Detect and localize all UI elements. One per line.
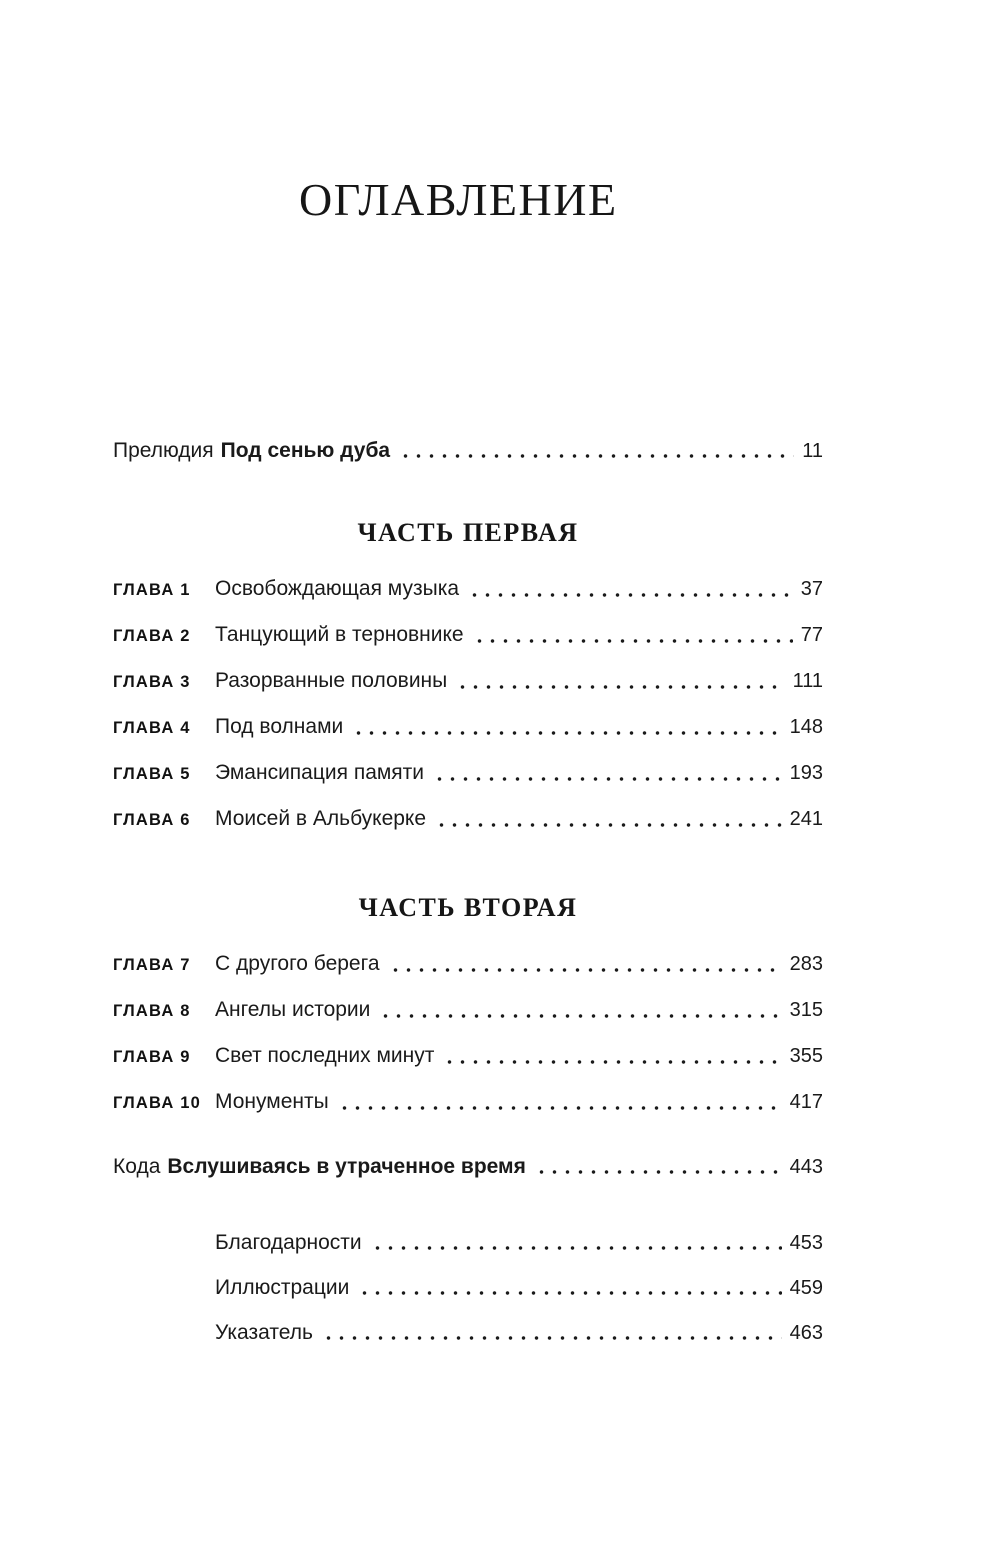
page-number: 77 bbox=[800, 624, 823, 646]
prelude-title: Под сенью дуба bbox=[220, 439, 391, 462]
chapter-label: ГЛАВА 1 bbox=[113, 581, 191, 599]
chapter-title: Под волнами bbox=[215, 715, 344, 738]
page-number: 417 bbox=[789, 1091, 823, 1113]
chapter-title: Разорванные половины bbox=[215, 669, 448, 692]
backmatter-title: Иллюстрации bbox=[215, 1276, 350, 1299]
page-number: 241 bbox=[789, 808, 823, 830]
dot-leader bbox=[535, 1170, 782, 1174]
page-number: 315 bbox=[789, 999, 823, 1021]
coda-label: Кода bbox=[113, 1155, 161, 1178]
chapter-label: ГЛАВА 3 bbox=[113, 673, 191, 691]
toc-entry-prelude bbox=[113, 438, 823, 464]
toc-entry-chapter-7 bbox=[113, 951, 823, 978]
dot-leader bbox=[443, 1060, 781, 1064]
toc-entry-illustrations bbox=[215, 1275, 823, 1301]
toc-entry-chapter-10 bbox=[113, 1089, 823, 1116]
part-two-heading: ЧАСТЬ ВТОРАЯ bbox=[358, 893, 578, 922]
toc-entry-chapter-1 bbox=[113, 576, 823, 603]
part-one-heading: ЧАСТЬ ПЕРВАЯ bbox=[357, 518, 579, 547]
page-number: 148 bbox=[789, 716, 823, 738]
dot-leader bbox=[433, 777, 782, 781]
page-number: 111 bbox=[792, 670, 823, 692]
page-number: 453 bbox=[789, 1232, 823, 1254]
toc-entry-chapter-8 bbox=[113, 997, 823, 1024]
chapter-label: ГЛАВА 7 bbox=[113, 956, 191, 974]
backmatter-title: Благодарности bbox=[215, 1231, 362, 1254]
chapter-label: ГЛАВА 5 bbox=[113, 765, 191, 783]
page-number: 283 bbox=[789, 953, 823, 975]
dot-leader bbox=[322, 1336, 782, 1340]
toc-entry-coda bbox=[113, 1154, 823, 1180]
chapter-title: Свет последних минут bbox=[215, 1044, 435, 1067]
toc-entry-chapter-9 bbox=[113, 1043, 823, 1070]
dot-leader bbox=[338, 1106, 782, 1110]
chapter-title: Монументы bbox=[215, 1090, 329, 1113]
chapter-title: Танцующий в терновнике bbox=[215, 623, 464, 646]
chapter-title: Ангелы истории bbox=[215, 998, 371, 1021]
dot-leader bbox=[352, 731, 781, 735]
page-number: 355 bbox=[789, 1045, 823, 1067]
chapter-title: Освобождающая музыка bbox=[215, 577, 460, 600]
chapter-label: ГЛАВА 8 bbox=[113, 1002, 191, 1020]
chapter-title: С другого берега bbox=[215, 952, 380, 975]
chapter-label: ГЛАВА 2 bbox=[113, 627, 191, 645]
chapter-title: Эмансипация памяти bbox=[215, 761, 425, 784]
toc-entry-chapter-5 bbox=[113, 760, 823, 787]
dot-leader bbox=[399, 454, 794, 458]
chapter-label: ГЛАВА 9 bbox=[113, 1048, 191, 1066]
toc-entry-index bbox=[215, 1320, 823, 1346]
toc-entry-chapter-3 bbox=[113, 668, 823, 695]
toc-entry-chapter-2 bbox=[113, 622, 823, 649]
prelude-label: Прелюдия bbox=[113, 439, 214, 462]
page-number: 37 bbox=[800, 578, 823, 600]
chapter-label: ГЛАВА 10 bbox=[113, 1094, 201, 1112]
page-number: 463 bbox=[789, 1322, 823, 1344]
backmatter-title: Указатель bbox=[215, 1321, 313, 1344]
coda-title: Вслушиваясь в утраченное время bbox=[167, 1155, 526, 1178]
page-title: ОГЛАВЛЕНИЕ bbox=[299, 174, 618, 225]
dot-leader bbox=[473, 639, 793, 643]
dot-leader bbox=[456, 685, 784, 689]
dot-leader bbox=[435, 823, 782, 827]
toc-entry-acknowledgments bbox=[215, 1230, 823, 1256]
dot-leader bbox=[389, 968, 782, 972]
chapter-label: ГЛАВА 6 bbox=[113, 811, 191, 829]
chapter-label: ГЛАВА 4 bbox=[113, 719, 191, 737]
page-number: 193 bbox=[789, 762, 823, 784]
dot-leader bbox=[358, 1291, 781, 1295]
page-number: 11 bbox=[802, 440, 823, 462]
chapter-title: Моисей в Альбукерке bbox=[215, 807, 427, 830]
dot-leader bbox=[371, 1246, 782, 1250]
page-number: 459 bbox=[789, 1277, 823, 1299]
toc-entry-chapter-4 bbox=[113, 714, 823, 741]
dot-leader bbox=[468, 593, 793, 597]
toc-entry-chapter-6 bbox=[113, 806, 823, 833]
dot-leader bbox=[379, 1014, 781, 1018]
page-number: 443 bbox=[789, 1156, 823, 1178]
